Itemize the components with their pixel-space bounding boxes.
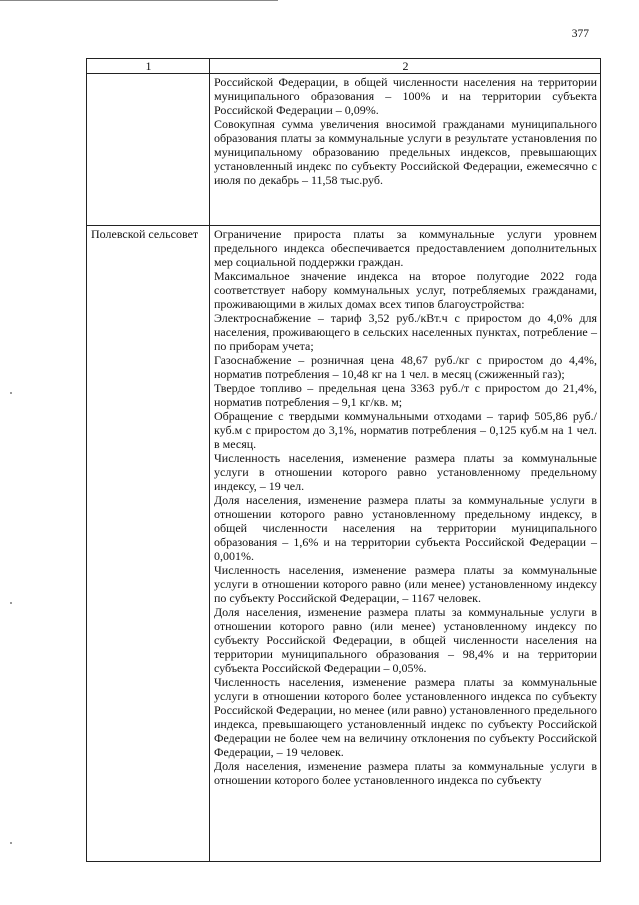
header-cell-2: 2 <box>210 59 601 74</box>
scan-speck <box>10 602 12 604</box>
paragraph: Доля населения, изменение размера платы за коммунальные услуги в отношении которого равно (или менее) установленному индексу по субъекту Российской Федерации, в общей численности населения на территории муниципального образования – 98,4% и на территории субъекта Российской Федерации – 0,05%. <box>214 605 597 675</box>
paragraph: Доля населения, изменение размера платы за коммунальные услуги в отношении которого равно установленному предельному индексу, в общей численности населения на территории муниципального образования – 1,6% и на территории субъекта Российской Федерации – 0,001%. <box>214 493 597 563</box>
row-content-cell <box>210 226 601 862</box>
paragraph: Газоснабжение – розничная цена 48,67 руб./кг с приростом до 4,4%, норматив потребления – 10,48 кг на 1 чел. в месяц (сжиженный газ); <box>214 353 597 381</box>
scan-speck <box>10 842 12 844</box>
row-label-cell <box>87 74 210 226</box>
paragraph: Максимальное значение индекса на второе полугодие 2022 года соответствует набору коммунальных услуг, потребляемых гражданами, проживающими в жилых домах всех типов благоустройства: <box>214 269 597 311</box>
paragraph: Ограничение прироста платы за коммунальные услуги уровнем предельного индекса обеспечивается предоставлением дополнительных мер социальной поддержки граждан. <box>214 227 597 269</box>
table-row <box>87 226 601 862</box>
paragraph: Численность населения, изменение размера платы за коммунальные услуги в отношении которого равно (или менее) установленному индексу по субъекту Российской Федерации, – 1167 человек. <box>214 563 597 605</box>
paragraph: Обращение с твердыми коммунальными отходами – тариф 505,86 руб./куб.м с приростом до 3,1%, норматив потребления – 0,125 куб.м на 1 чел. в месяц. <box>214 409 597 451</box>
scan-speck <box>10 392 12 394</box>
paragraph: Совокупная сумма увеличения вносимой гражданами муниципального образования платы за коммунальные услуги в результате установления по муниципальному образованию предельных индексов, превышающих установленный индекс по субъекту Российской Федерации, ежемесячно с июля по декабрь – 11,58 тыс.руб. <box>214 117 597 187</box>
document-table <box>86 58 601 862</box>
table-row <box>87 74 601 226</box>
row-content-cell <box>210 74 601 226</box>
paragraph: Доля населения, изменение размера платы за коммунальные услуги в отношении которого более установленного индекса по субъекту <box>214 759 597 787</box>
paragraph: Численность населения, изменение размера платы за коммунальные услуги в отношении которого равно установленному предельному индексу, – 19 чел. <box>214 451 597 493</box>
table-header-row <box>87 59 601 74</box>
paragraph: Численность населения, изменение размера платы за коммунальные услуги в отношении которого более установленного индекса по субъекту Российской Федерации, но менее (или равно) установленного предельного индекса, превышающего установленный индекс по субъекту Российской Федерации не более чем на величину отклонения по субъекту Российской Федерации, – 19 человек. <box>214 675 597 759</box>
paragraph: Электроснабжение – тариф 3,52 руб./кВт.ч с приростом до 4,0% для населения, проживающего в сельских населенных пунктах, потребление – по приборам учета; <box>214 311 597 353</box>
paragraph: Твердое топливо – предельная цена 3363 руб./т с приростом до 21,4%, норматив потребления – 9,1 кг/кв. м; <box>214 381 597 409</box>
top-rule <box>0 0 278 1</box>
paragraph: Российской Федерации, в общей численности населения на территории муниципального образования – 100% и на территории субъекта Российской Федерации – 0,09%. <box>214 75 597 117</box>
municipality-label: Полевской сельсовет <box>87 226 210 862</box>
page-number: 377 <box>571 28 589 40</box>
header-cell-1: 1 <box>87 59 210 74</box>
